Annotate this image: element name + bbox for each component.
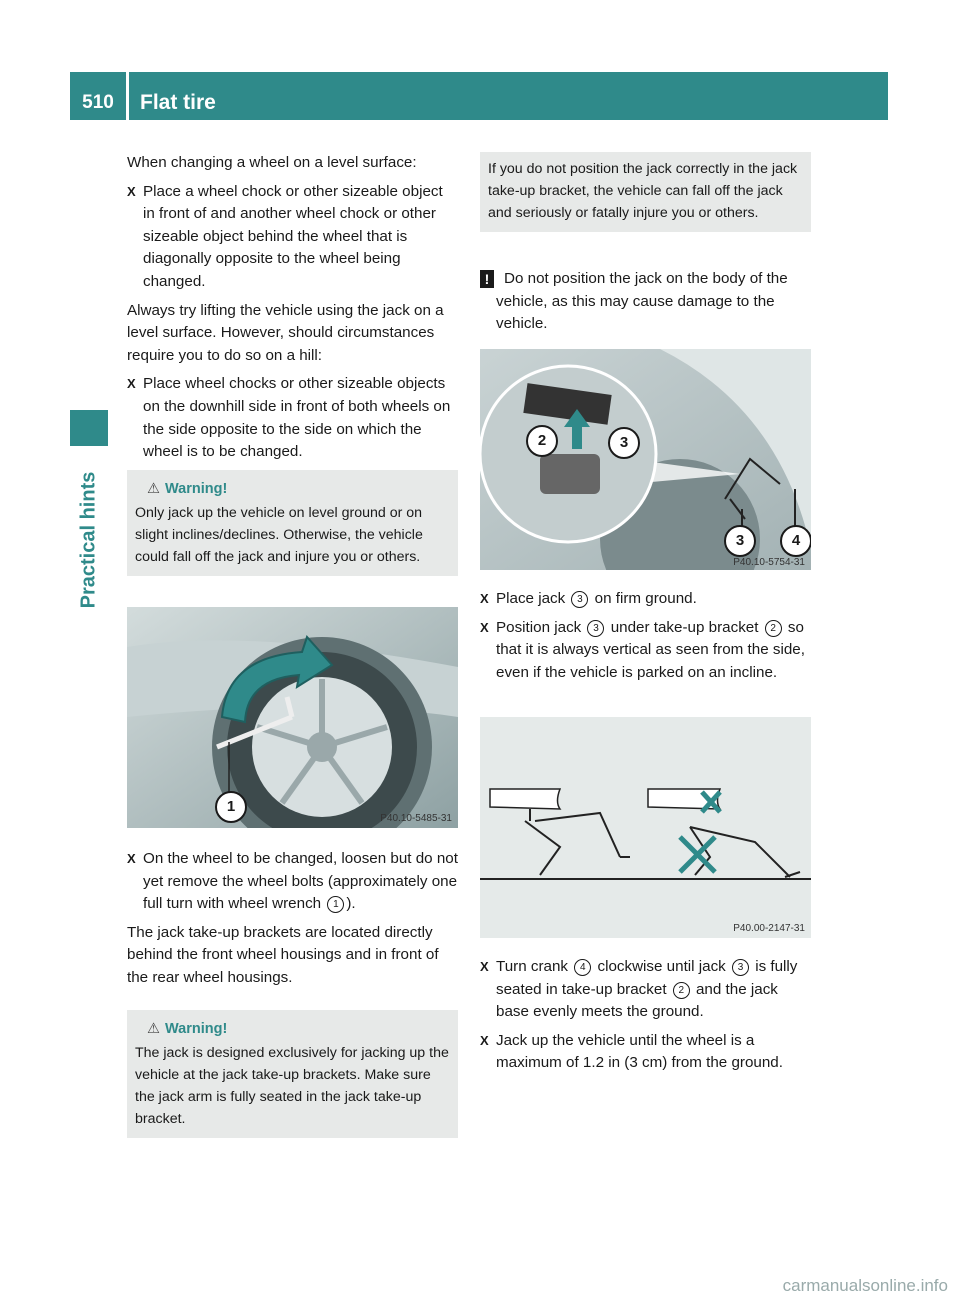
page-title: Flat tire: [140, 91, 216, 114]
figure-callout: 3: [608, 427, 640, 459]
note-block: ! Do not position the jack on the body of the vehicle, as this may cause damage to the vehicle.: [480, 268, 811, 336]
intro-text: When changing a wheel on a level surface:: [127, 154, 417, 171]
right-steps: [480, 588, 811, 690]
watermark: carmanualsonline.info: [782, 1276, 948, 1295]
left-column-lower: [127, 848, 460, 996]
step-arrow-icon: X: [127, 183, 136, 199]
jack-position-figure: [480, 349, 811, 570]
instruction-step: X Place wheel chocks or other sizeable objects on the downhill side in front of both wheels on the side opposite to the side on which the wheel is to be changed.: [127, 375, 451, 461]
instruction-step: X On the wheel to be changed, loosen but do not yet remove the wheel bolts (approximately one full turn with wheel wrench 1 ).: [127, 850, 458, 913]
step-arrow-icon: X: [480, 591, 489, 606]
ref-number: 2: [765, 620, 782, 637]
section-label: Practical hints: [77, 471, 100, 609]
step-arrow-icon: X: [480, 619, 489, 635]
header-separator: [126, 72, 129, 120]
warning-triangle-icon: ⚠: [147, 481, 160, 497]
step-arrow-icon: X: [480, 959, 489, 974]
caution-icon: !: [480, 270, 494, 288]
right-steps-lower: [480, 956, 813, 1081]
jack-alignment-figure: [480, 717, 811, 938]
paragraph: The jack take-up brackets are located directly behind the front wheel housings and in front of the rear wheel housings.: [127, 923, 439, 986]
figure-code: P40.10-5754-31: [733, 557, 805, 568]
instruction-step: X Place a wheel chock or other sizeable object in front of and another wheel chock or other sizeable object behind the wheel that is diagonally opposite to the wheel being changed.: [127, 182, 443, 290]
step-arrow-icon: X: [127, 376, 136, 392]
figure-callout: 3: [724, 525, 756, 557]
jack-alignment-illustration: [480, 717, 811, 938]
ref-number: 3: [587, 620, 604, 637]
instruction-step: X Turn crank 4 clockwise until jack 3 is fully seated in take-up bracket 2 and the jack base evenly meets the ground.: [480, 958, 798, 1021]
warning-triangle-icon: ⚠: [147, 1021, 160, 1037]
warning-box-1: ⚠ Warning! Only jack up the vehicle on level ground or on slight inclines/declines. Otherwise, the vehicle could fall off the jack and injure you or others.: [127, 470, 458, 582]
ref-number: 3: [732, 959, 749, 976]
left-column: [127, 152, 458, 470]
ref-number: 3: [571, 591, 588, 608]
warning-box-2: ⚠ Warning! The jack is designed exclusively for jacking up the vehicle at the jack take-up brackets. Make sure the jack arm is fully seated in the jack take-up bracket.: [127, 1010, 458, 1144]
instruction-step: X Position jack 3 under take-up bracket 2 so that it is always vertical as seen from the side, even if the vehicle is parked on an incline.: [480, 618, 805, 681]
wheel-illustration: [127, 607, 458, 828]
step-arrow-icon: X: [480, 1032, 489, 1048]
wheel-wrench-figure: [127, 607, 458, 828]
figure-callout: 1: [215, 791, 247, 823]
instruction-step: X Place jack 3 on firm ground.: [480, 588, 811, 611]
instruction-step: X Jack up the vehicle until the wheel is a maximum of 1.2 in (3 cm) from the ground.: [480, 1031, 783, 1072]
ref-number: 4: [574, 959, 591, 976]
figure-code: P40.10-5485-31: [380, 813, 452, 824]
step-arrow-icon: X: [127, 851, 136, 866]
ref-number: 1: [327, 896, 344, 913]
page-number: 510: [70, 72, 126, 120]
figure-code: P40.00-2147-31: [733, 923, 805, 934]
section-tab: [70, 410, 108, 446]
warning-continued: If you do not position the jack correctly in the jack take-up bracket, the vehicle can fall off the jack and seriously or fatally injure you or others.: [480, 152, 811, 238]
jack-illustration: [480, 349, 811, 570]
figure-callout: 2: [526, 425, 558, 457]
paragraph: Always try lifting the vehicle using the jack on a level surface. However, should circumstances require you to do so on a hill:: [127, 301, 444, 364]
figure-callout: 4: [780, 525, 811, 557]
ref-number: 2: [673, 982, 690, 999]
